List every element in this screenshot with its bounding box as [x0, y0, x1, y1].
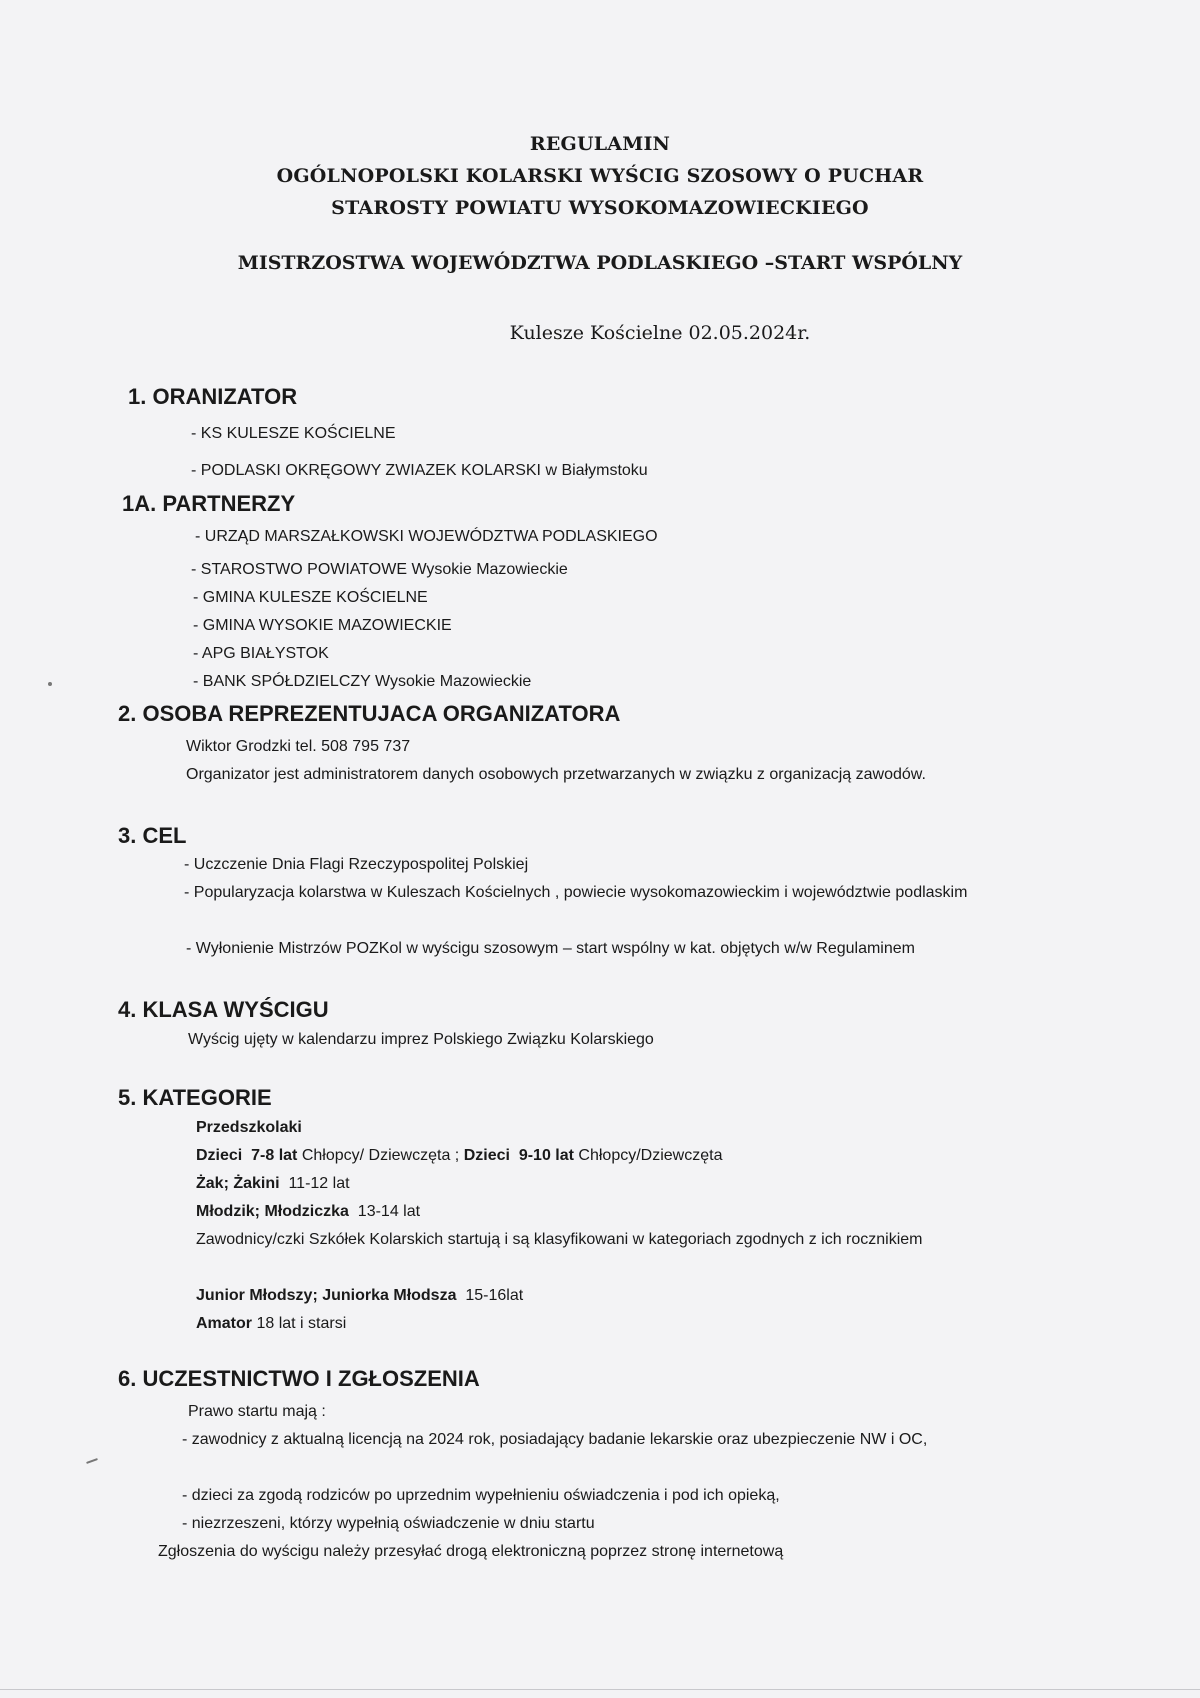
section-goal — [118, 822, 186, 850]
section-heading: 5. KATEGORIE — [118, 1085, 272, 1110]
kids1-rest: Chłopcy/ Dziewczęta ; — [301, 1147, 460, 1164]
list-item: - Wyłonienie Mistrzów POZKol w wyścigu szosowym – start wspólny w kat. objętych w/w Regulaminem — [186, 940, 915, 957]
section-heading: 2. OSOBA REPREZENTUJACA ORGANIZATORA — [118, 701, 621, 726]
category-zak — [196, 1170, 350, 1198]
registration-text: Zgłoszenia do wyścigu należy przesyłać drogą elektroniczną poprzez stronę internetową — [158, 1543, 784, 1560]
category-mlodzik — [196, 1198, 420, 1226]
list-item: - dzieci za zgodą rodziców po uprzednim wypełnieniu oświadczenia i pod ich opieką, — [182, 1487, 780, 1504]
mlodzik-label: Młodzik; Młodziczka — [196, 1203, 349, 1220]
list-item: - KS KULESZE KOŚCIELNE — [191, 425, 396, 442]
place-date: Kulesze Kościelne 02.05.2024r. — [509, 322, 811, 344]
scan-speck — [48, 682, 52, 686]
section-heading: 3. CEL — [118, 823, 187, 848]
contact-line: Wiktor Grodzki tel. 508 795 737 — [186, 738, 411, 755]
list-item: - GMINA KULESZE KOŚCIELNE — [193, 589, 428, 606]
section-organizer — [128, 383, 1128, 411]
section-partners — [122, 490, 295, 518]
section-heading: 1A. PARTNERZY — [122, 491, 296, 516]
category-kids — [196, 1142, 722, 1170]
title-regulamin: REGULAMIN — [529, 133, 671, 155]
list-item: - niezrzeszeni, którzy wypełnią oświadczenie w dniu startu — [182, 1515, 595, 1532]
mlodzik-age: 13-14 lat — [357, 1203, 421, 1220]
list-item: - STAROSTWO POWIATOWE Wysokie Mazowieckie — [191, 561, 568, 578]
section-categories — [118, 1084, 272, 1112]
kids2-rest: Chłopcy/Dziewczęta — [578, 1147, 723, 1164]
data-admin-note: Organizator jest administratorem danych osobowych przetwarzanych w związku z organizacją zawodów. — [186, 766, 926, 783]
category-amator — [196, 1310, 346, 1338]
section-heading: 1. ORANIZATOR — [128, 384, 298, 409]
list-item: - zawodnicy z aktualną licencją na 2024 rok, posiadający badanie lekarskie oraz ubezpieczenie NW i OC, — [182, 1431, 928, 1448]
kids2-label: Dzieci — [463, 1147, 510, 1164]
list-item: - PODLASKI OKRĘGOWY ZWIAZEK KOLARSKI w Białymstoku — [191, 462, 648, 479]
junior-label: Junior Młodszy; Juniorka Młodsza — [196, 1287, 457, 1304]
title-block — [0, 128, 1200, 224]
zak-label: Żak; Żakini — [196, 1175, 280, 1192]
list-item: - Uczczenie Dnia Flagi Rzeczypospolitej Polskiej — [184, 856, 529, 873]
list-item: - URZĄD MARSZAŁKOWSKI WOJEWÓDZTWA PODLASKIEGO — [195, 528, 658, 545]
race-class-text: Wyścig ujęty w kalendarzu imprez Polskiego Związku Kolarskiego — [188, 1031, 654, 1048]
kids1-label: Dzieci — [196, 1147, 243, 1164]
list-item: - GMINA WYSOKIE MAZOWIECKIE — [193, 617, 452, 634]
schools-note: Zawodnicy/czki Szkółek Kolarskich startują i są klasyfikowani w kategoriach zgodnych z ich rocznikiem — [196, 1231, 923, 1248]
amator-age: 18 lat i starsi — [256, 1315, 347, 1332]
subtitle-championship: MISTRZOSTWA WOJEWÓDZTWA PODLASKIEGO –START WSPÓLNY — [237, 252, 963, 274]
section-heading: 4. KLASA WYŚCIGU — [118, 997, 329, 1022]
junior-age: 15-16lat — [465, 1287, 524, 1304]
title-cup-holder: STAROSTY POWIATU WYSOKOMAZOWIECKIEGO — [331, 197, 869, 219]
page-edge — [0, 1689, 1200, 1690]
zak-age: 11-12 lat — [288, 1175, 350, 1192]
section-heading: 6. UCZESTNICTWO I ZGŁOSZENIA — [118, 1366, 480, 1391]
category-preschool: Przedszkolaki — [196, 1119, 302, 1136]
list-item: - BANK SPÓŁDZIELCZY Wysokie Mazowieckie — [193, 673, 532, 690]
amator-label: Amator — [196, 1315, 253, 1332]
category-junior — [196, 1282, 523, 1310]
scan-speck — [86, 1458, 98, 1464]
kids2-age: 9-10 lat — [518, 1147, 574, 1164]
title-race-name: OGÓLNOPOLSKI KOLARSKI WYŚCIG SZOSOWY O PUCHAR — [276, 165, 924, 187]
kids1-age: 7-8 lat — [251, 1147, 298, 1164]
eligibility-intro: Prawo startu mają : — [188, 1403, 326, 1420]
section-representative — [118, 700, 620, 728]
section-participation — [118, 1365, 480, 1393]
list-item: - Popularyzacja kolarstwa w Kuleszach Kościelnych , powiecie wysokomazowieckim i województwie podlaskim — [184, 884, 968, 901]
section-race-class — [118, 996, 329, 1024]
list-item: - APG BIAŁYSTOK — [193, 645, 329, 662]
